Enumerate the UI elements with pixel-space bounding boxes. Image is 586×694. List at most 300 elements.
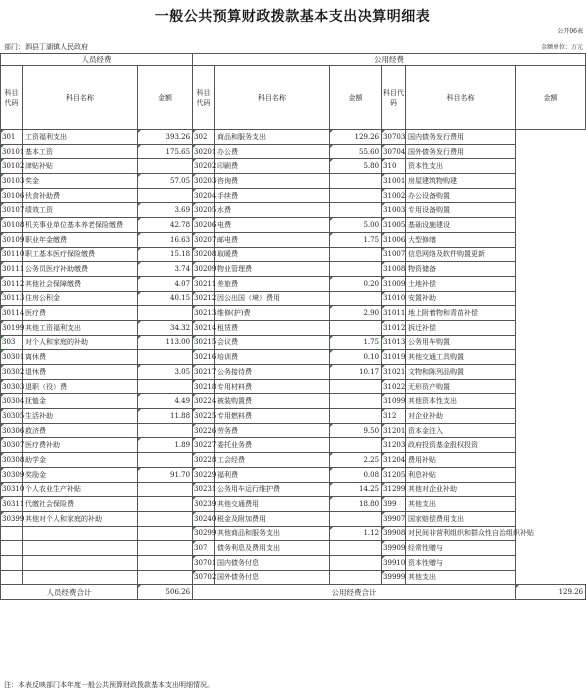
cell-name: 公务用车购置 xyxy=(406,335,516,350)
cell-amount xyxy=(330,320,382,335)
cell-name: 地上附着物和青苗补偿 xyxy=(406,306,516,321)
col-header-code: 科目代码 xyxy=(1,66,23,130)
cell-name: 医疗费补助 xyxy=(23,438,138,453)
cell-name: 助学金 xyxy=(23,453,138,468)
cell-name: 大型修缮 xyxy=(406,232,516,247)
cell-name: 绩效工资 xyxy=(23,203,138,218)
expenditure-table xyxy=(0,53,586,600)
cell-amount: 55.60 xyxy=(330,144,382,159)
cell-name xyxy=(23,555,138,570)
cell-name: 会议费 xyxy=(215,335,330,350)
cell-code: 39910 xyxy=(382,555,406,570)
cell-code: 39908 xyxy=(382,526,406,541)
cell-code: 30114 xyxy=(1,306,23,321)
cell-code: 30209 xyxy=(193,262,215,277)
cell-code: 30308 xyxy=(1,453,23,468)
public-section-header: 公用经费 xyxy=(193,54,586,66)
cell-name: 资本性赠与 xyxy=(406,555,516,570)
cell-code: 30239 xyxy=(193,497,215,512)
col-header-name: 科目名称 xyxy=(406,66,516,130)
personnel-total-value: 506.26 xyxy=(138,585,193,600)
cell-code: 30205 xyxy=(193,203,215,218)
cell-code: 31009 xyxy=(382,276,406,291)
cell-amount: 5.00 xyxy=(330,218,382,233)
cell-name: 对民间非营利组织和群众性自治组织补贴 xyxy=(406,526,516,541)
cell-amount: 4.49 xyxy=(138,394,193,409)
cell-name: 文物和陈列品购置 xyxy=(406,365,516,380)
cell-name: 资本金注入 xyxy=(406,423,516,438)
cell-code: 30299 xyxy=(193,526,215,541)
cell-code: 31022 xyxy=(382,379,406,394)
cell-name: 救济费 xyxy=(23,423,138,438)
cell-amount xyxy=(138,423,193,438)
cell-code: 31003 xyxy=(382,203,406,218)
cell-amount: 3.05 xyxy=(138,365,193,380)
cell-name: 利息补贴 xyxy=(406,467,516,482)
cell-name: 公务接待费 xyxy=(215,365,330,380)
cell-code: 30212 xyxy=(193,291,215,306)
cell-code: 30211 xyxy=(193,276,215,291)
cell-amount xyxy=(138,555,193,570)
cell-amount xyxy=(138,159,193,174)
cell-name: 对企业补助 xyxy=(406,409,516,424)
cell-code: 31205 xyxy=(382,467,406,482)
cell-amount xyxy=(330,409,382,424)
cell-amount xyxy=(330,291,382,306)
cell-code: 30311 xyxy=(1,497,23,512)
cell-code: 30110 xyxy=(1,247,23,262)
cell-name: 福利费 xyxy=(215,467,330,482)
cell-code: 30303 xyxy=(1,379,23,394)
cell-amount: 2.25 xyxy=(330,453,382,468)
cell-name xyxy=(23,541,138,556)
cell-name: 奖金 xyxy=(23,174,138,189)
cell-code: 30204 xyxy=(193,188,215,203)
cell-name: 其他交通工具购置 xyxy=(406,350,516,365)
cell-name: 公务员医疗补助缴费 xyxy=(23,262,138,277)
cell-name: 手续费 xyxy=(215,188,330,203)
cell-name: 其他商品和服务支出 xyxy=(215,526,330,541)
cell-amount: 129.26 xyxy=(330,130,382,145)
cell-code xyxy=(1,555,23,570)
table-row xyxy=(1,365,586,380)
cell-amount xyxy=(138,497,193,512)
table-row xyxy=(1,438,586,453)
cell-code: 31204 xyxy=(382,453,406,468)
cell-amount xyxy=(330,438,382,453)
cell-code: 31021 xyxy=(382,365,406,380)
cell-amount: 91.70 xyxy=(138,467,193,482)
cell-amount: 3.69 xyxy=(138,203,193,218)
cell-code: 307 xyxy=(193,541,215,556)
cell-name: 国家赔偿费用支出 xyxy=(406,511,516,526)
cell-code: 30215 xyxy=(193,335,215,350)
cell-code: 30108 xyxy=(1,218,23,233)
cell-amount xyxy=(138,526,193,541)
cell-code: 30228 xyxy=(193,453,215,468)
cell-name: 其他工资福利支出 xyxy=(23,320,138,335)
cell-code: 30309 xyxy=(1,467,23,482)
cell-amount: 1.12 xyxy=(330,526,382,541)
cell-amount xyxy=(330,247,382,262)
cell-amount xyxy=(330,262,382,277)
table-row xyxy=(1,247,586,262)
cell-code: 31012 xyxy=(382,320,406,335)
cell-code: 310 xyxy=(382,159,406,174)
cell-name: 其他支出 xyxy=(406,570,516,585)
cell-name: 其他对企业补助 xyxy=(406,482,516,497)
cell-name: 安置补助 xyxy=(406,291,516,306)
table-row xyxy=(1,497,586,512)
cell-amount: 0.08 xyxy=(330,467,382,482)
cell-code: 30101 xyxy=(1,144,23,159)
table-row xyxy=(1,262,586,277)
cell-name xyxy=(23,570,138,585)
cell-code: 30113 xyxy=(1,291,23,306)
public-total-label: 公用经费合计 xyxy=(193,585,516,600)
cell-code: 303 xyxy=(1,335,23,350)
cell-code: 30227 xyxy=(193,438,215,453)
cell-code: 30704 xyxy=(382,144,406,159)
cell-amount xyxy=(138,570,193,585)
cell-amount xyxy=(138,350,193,365)
cell-name: 其他资本性支出 xyxy=(406,394,516,409)
cell-code xyxy=(1,541,23,556)
cell-amount xyxy=(138,453,193,468)
cell-amount xyxy=(138,306,193,321)
cell-name: 国外债务付息 xyxy=(215,570,330,585)
cell-name: 房屋建筑物购建 xyxy=(406,174,516,189)
cell-code: 30111 xyxy=(1,262,23,277)
table-row xyxy=(1,144,586,159)
cell-code: 31011 xyxy=(382,306,406,321)
cell-name: 其他社会保障缴费 xyxy=(23,276,138,291)
cell-code: 39999 xyxy=(382,570,406,585)
cell-code xyxy=(1,570,23,585)
table-row xyxy=(1,174,586,189)
cell-name: 被装购置费 xyxy=(215,394,330,409)
public-total-value: 129.26 xyxy=(516,585,586,600)
cell-amount xyxy=(330,541,382,556)
cell-amount: 393.26 xyxy=(138,130,193,145)
cell-name: 商品和服务支出 xyxy=(215,130,330,145)
table-row xyxy=(1,218,586,233)
table-row xyxy=(1,203,586,218)
cell-amount: 0.20 xyxy=(330,276,382,291)
table-row xyxy=(1,159,586,174)
cell-code: 31005 xyxy=(382,218,406,233)
cell-name: 资本性支出 xyxy=(406,159,516,174)
col-header-code: 科目代码 xyxy=(193,66,215,130)
cell-code: 30224 xyxy=(193,394,215,409)
personnel-section-header: 人员经费 xyxy=(1,54,193,66)
cell-code: 30240 xyxy=(193,511,215,526)
cell-amount: 15.18 xyxy=(138,247,193,262)
cell-name: 邮电费 xyxy=(215,232,330,247)
col-header-name: 科目名称 xyxy=(23,66,138,130)
table-row xyxy=(1,306,586,321)
cell-code: 30701 xyxy=(193,555,215,570)
cell-name: 委托业务费 xyxy=(215,438,330,453)
cell-code: 30214 xyxy=(193,320,215,335)
cell-name: 水费 xyxy=(215,203,330,218)
cell-code: 31008 xyxy=(382,262,406,277)
cell-name: 办公费 xyxy=(215,144,330,159)
cell-name: 退职（役）费 xyxy=(23,379,138,394)
cell-code: 30109 xyxy=(1,232,23,247)
cell-name: 医疗费 xyxy=(23,306,138,321)
cell-amount xyxy=(330,379,382,394)
cell-amount xyxy=(330,570,382,585)
cell-name: 公务用车运行维护费 xyxy=(215,482,330,497)
cell-code: 30207 xyxy=(193,232,215,247)
cell-code: 31203 xyxy=(382,438,406,453)
cell-name: 印刷费 xyxy=(215,159,330,174)
cell-name: 国外债务发行费用 xyxy=(406,144,516,159)
cell-amount: 14.25 xyxy=(330,482,382,497)
cell-name: 维修(护)费 xyxy=(215,306,330,321)
cell-name: 基础设施建设 xyxy=(406,218,516,233)
table-row xyxy=(1,511,586,526)
cell-name: 其他支出 xyxy=(406,497,516,512)
cell-name: 费用补贴 xyxy=(406,453,516,468)
table-row xyxy=(1,320,586,335)
cell-amount: 57.05 xyxy=(138,174,193,189)
table-row xyxy=(1,409,586,424)
cell-amount: 3.74 xyxy=(138,262,193,277)
cell-amount xyxy=(138,511,193,526)
cell-name: 住房公积金 xyxy=(23,291,138,306)
cell-name: 税金及附加费用 xyxy=(215,511,330,526)
cell-amount: 42.78 xyxy=(138,218,193,233)
cell-name: 租赁费 xyxy=(215,320,330,335)
cell-name: 其他交通费用 xyxy=(215,497,330,512)
cell-code: 30703 xyxy=(382,130,406,145)
cell-amount: 34.32 xyxy=(138,320,193,335)
cell-code: 399 xyxy=(382,497,406,512)
cell-code: 39909 xyxy=(382,541,406,556)
cell-amount xyxy=(330,555,382,570)
cell-amount xyxy=(138,541,193,556)
cell-code: 312 xyxy=(382,409,406,424)
cell-amount: 4.07 xyxy=(138,276,193,291)
cell-amount xyxy=(330,511,382,526)
col-header-name: 科目名称 xyxy=(215,66,330,130)
cell-name: 信息网络及软件购置更新 xyxy=(406,247,516,262)
cell-amount xyxy=(330,203,382,218)
cell-code: 31001 xyxy=(382,174,406,189)
cell-code: 30231 xyxy=(193,482,215,497)
cell-code: 31201 xyxy=(382,423,406,438)
cell-code: 30201 xyxy=(193,144,215,159)
cell-amount: 11.88 xyxy=(138,409,193,424)
cell-code: 30301 xyxy=(1,350,23,365)
cell-code: 30107 xyxy=(1,203,23,218)
unit-label: 金额单位：万元 xyxy=(540,44,583,51)
cell-name: 专用设备购置 xyxy=(406,203,516,218)
cell-code: 30103 xyxy=(1,174,23,189)
cell-name: 差旅费 xyxy=(215,276,330,291)
table-row xyxy=(1,526,586,541)
footnote: 注：本表反映部门本年度一般公共预算财政拨款基本支出明细情况。 xyxy=(4,681,214,689)
cell-amount: 1.75 xyxy=(330,335,382,350)
cell-name: 政府投资基金股权投资 xyxy=(406,438,516,453)
department-label: 部门：泗县丁湖镇人民政府 xyxy=(4,43,88,51)
cell-code: 30106 xyxy=(1,188,23,203)
cell-code: 302 xyxy=(193,130,215,145)
cell-name: 办公设备购置 xyxy=(406,188,516,203)
col-header-code: 科目代码 xyxy=(382,66,406,130)
table-row xyxy=(1,423,586,438)
cell-name: 电费 xyxy=(215,218,330,233)
cell-code: 30302 xyxy=(1,365,23,380)
table-row xyxy=(1,232,586,247)
cell-code: 30206 xyxy=(193,218,215,233)
cell-name: 工会经费 xyxy=(215,453,330,468)
cell-code xyxy=(1,526,23,541)
cell-name: 生活补助 xyxy=(23,409,138,424)
table-row xyxy=(1,335,586,350)
col-header-amount: 金额 xyxy=(330,66,382,130)
cell-amount: 175.65 xyxy=(138,144,193,159)
cell-name: 无形资产购置 xyxy=(406,379,516,394)
cell-amount: 18.80 xyxy=(330,497,382,512)
cell-amount xyxy=(330,394,382,409)
cell-name: 拆迁补偿 xyxy=(406,320,516,335)
cell-amount xyxy=(138,482,193,497)
cell-code: 30202 xyxy=(193,159,215,174)
cell-code: 30217 xyxy=(193,365,215,380)
table-row xyxy=(1,130,586,145)
cell-name: 培训费 xyxy=(215,350,330,365)
cell-name: 离休费 xyxy=(23,350,138,365)
cell-amount: 5.80 xyxy=(330,159,382,174)
cell-name: 土地补偿 xyxy=(406,276,516,291)
cell-code: 31010 xyxy=(382,291,406,306)
col-header-amount: 金额 xyxy=(516,66,586,130)
table-row xyxy=(1,570,586,585)
cell-amount: 0.10 xyxy=(330,350,382,365)
cell-name: 津贴补贴 xyxy=(23,159,138,174)
cell-amount: 9.50 xyxy=(330,423,382,438)
cell-name: 抚恤金 xyxy=(23,394,138,409)
cell-name: 经常性赠与 xyxy=(406,541,516,556)
cell-name: 职工基本医疗保险缴费 xyxy=(23,247,138,262)
cell-name: 国内债务发行费用 xyxy=(406,130,516,145)
table-row xyxy=(1,482,586,497)
table-row xyxy=(1,350,586,365)
cell-name: 国内债务付息 xyxy=(215,555,330,570)
cell-code: 30399 xyxy=(1,511,23,526)
table-row xyxy=(1,276,586,291)
cell-code: 30307 xyxy=(1,438,23,453)
cell-name: 基本工资 xyxy=(23,144,138,159)
cell-code: 31002 xyxy=(382,188,406,203)
table-row xyxy=(1,188,586,203)
table-row xyxy=(1,453,586,468)
cell-amount: 1.89 xyxy=(138,438,193,453)
cell-name: 专用材料费 xyxy=(215,379,330,394)
table-row xyxy=(1,555,586,570)
table-row xyxy=(1,541,586,556)
cell-name: 伙食补助费 xyxy=(23,188,138,203)
table-number: 公开06表 xyxy=(557,28,583,35)
cell-code: 30229 xyxy=(193,467,215,482)
cell-code: 31099 xyxy=(382,394,406,409)
cell-amount xyxy=(138,379,193,394)
cell-name xyxy=(23,526,138,541)
cell-amount xyxy=(330,174,382,189)
cell-name: 代缴社会保险费 xyxy=(23,497,138,512)
cell-name: 取暖费 xyxy=(215,247,330,262)
cell-name: 物资储备 xyxy=(406,262,516,277)
cell-amount: 40.15 xyxy=(138,291,193,306)
cell-code: 30208 xyxy=(193,247,215,262)
cell-name: 工资福利支出 xyxy=(23,130,138,145)
cell-code: 30199 xyxy=(1,320,23,335)
cell-amount: 113.00 xyxy=(138,335,193,350)
table-row xyxy=(1,379,586,394)
cell-name: 机关事业单位基本养老保险缴费 xyxy=(23,218,138,233)
col-header-amount: 金额 xyxy=(138,66,193,130)
cell-name: 其他对个人和家庭的补助 xyxy=(23,511,138,526)
cell-name: 债务利息及费用支出 xyxy=(215,541,330,556)
cell-code: 30102 xyxy=(1,159,23,174)
cell-amount xyxy=(330,188,382,203)
cell-code: 31019 xyxy=(382,350,406,365)
cell-name: 专用燃料费 xyxy=(215,409,330,424)
cell-code: 30218 xyxy=(193,379,215,394)
cell-name: 劳务费 xyxy=(215,423,330,438)
cell-code: 30213 xyxy=(193,306,215,321)
cell-amount: 10.17 xyxy=(330,365,382,380)
cell-code: 39907 xyxy=(382,511,406,526)
cell-code: 30702 xyxy=(193,570,215,585)
cell-code: 30225 xyxy=(193,409,215,424)
cell-code: 31006 xyxy=(382,232,406,247)
cell-code: 30203 xyxy=(193,174,215,189)
personnel-total-label: 人员经费合计 xyxy=(1,585,138,600)
cell-code: 31007 xyxy=(382,247,406,262)
table-row xyxy=(1,394,586,409)
cell-code: 30310 xyxy=(1,482,23,497)
cell-name: 个人农业生产补贴 xyxy=(23,482,138,497)
cell-name: 物业管理费 xyxy=(215,262,330,277)
cell-code: 30306 xyxy=(1,423,23,438)
cell-code: 31013 xyxy=(382,335,406,350)
report-title: 一般公共预算财政拨款基本支出决算明细表 xyxy=(154,9,431,25)
cell-code: 30226 xyxy=(193,423,215,438)
cell-name: 咨询费 xyxy=(215,174,330,189)
table-row xyxy=(1,467,586,482)
cell-code: 301 xyxy=(1,130,23,145)
cell-code: 30216 xyxy=(193,350,215,365)
table-row xyxy=(1,291,586,306)
cell-code: 30112 xyxy=(1,276,23,291)
cell-amount xyxy=(138,188,193,203)
cell-name: 对个人和家庭的补助 xyxy=(23,335,138,350)
cell-code: 30305 xyxy=(1,409,23,424)
cell-name: 职业年金缴费 xyxy=(23,232,138,247)
cell-amount: 16.63 xyxy=(138,232,193,247)
cell-amount: 2.90 xyxy=(330,306,382,321)
cell-amount: 1.75 xyxy=(330,232,382,247)
cell-name: 退休费 xyxy=(23,365,138,380)
cell-name: 因公出国（境）费用 xyxy=(215,291,330,306)
cell-name: 奖励金 xyxy=(23,467,138,482)
cell-code: 31299 xyxy=(382,482,406,497)
cell-code: 30304 xyxy=(1,394,23,409)
